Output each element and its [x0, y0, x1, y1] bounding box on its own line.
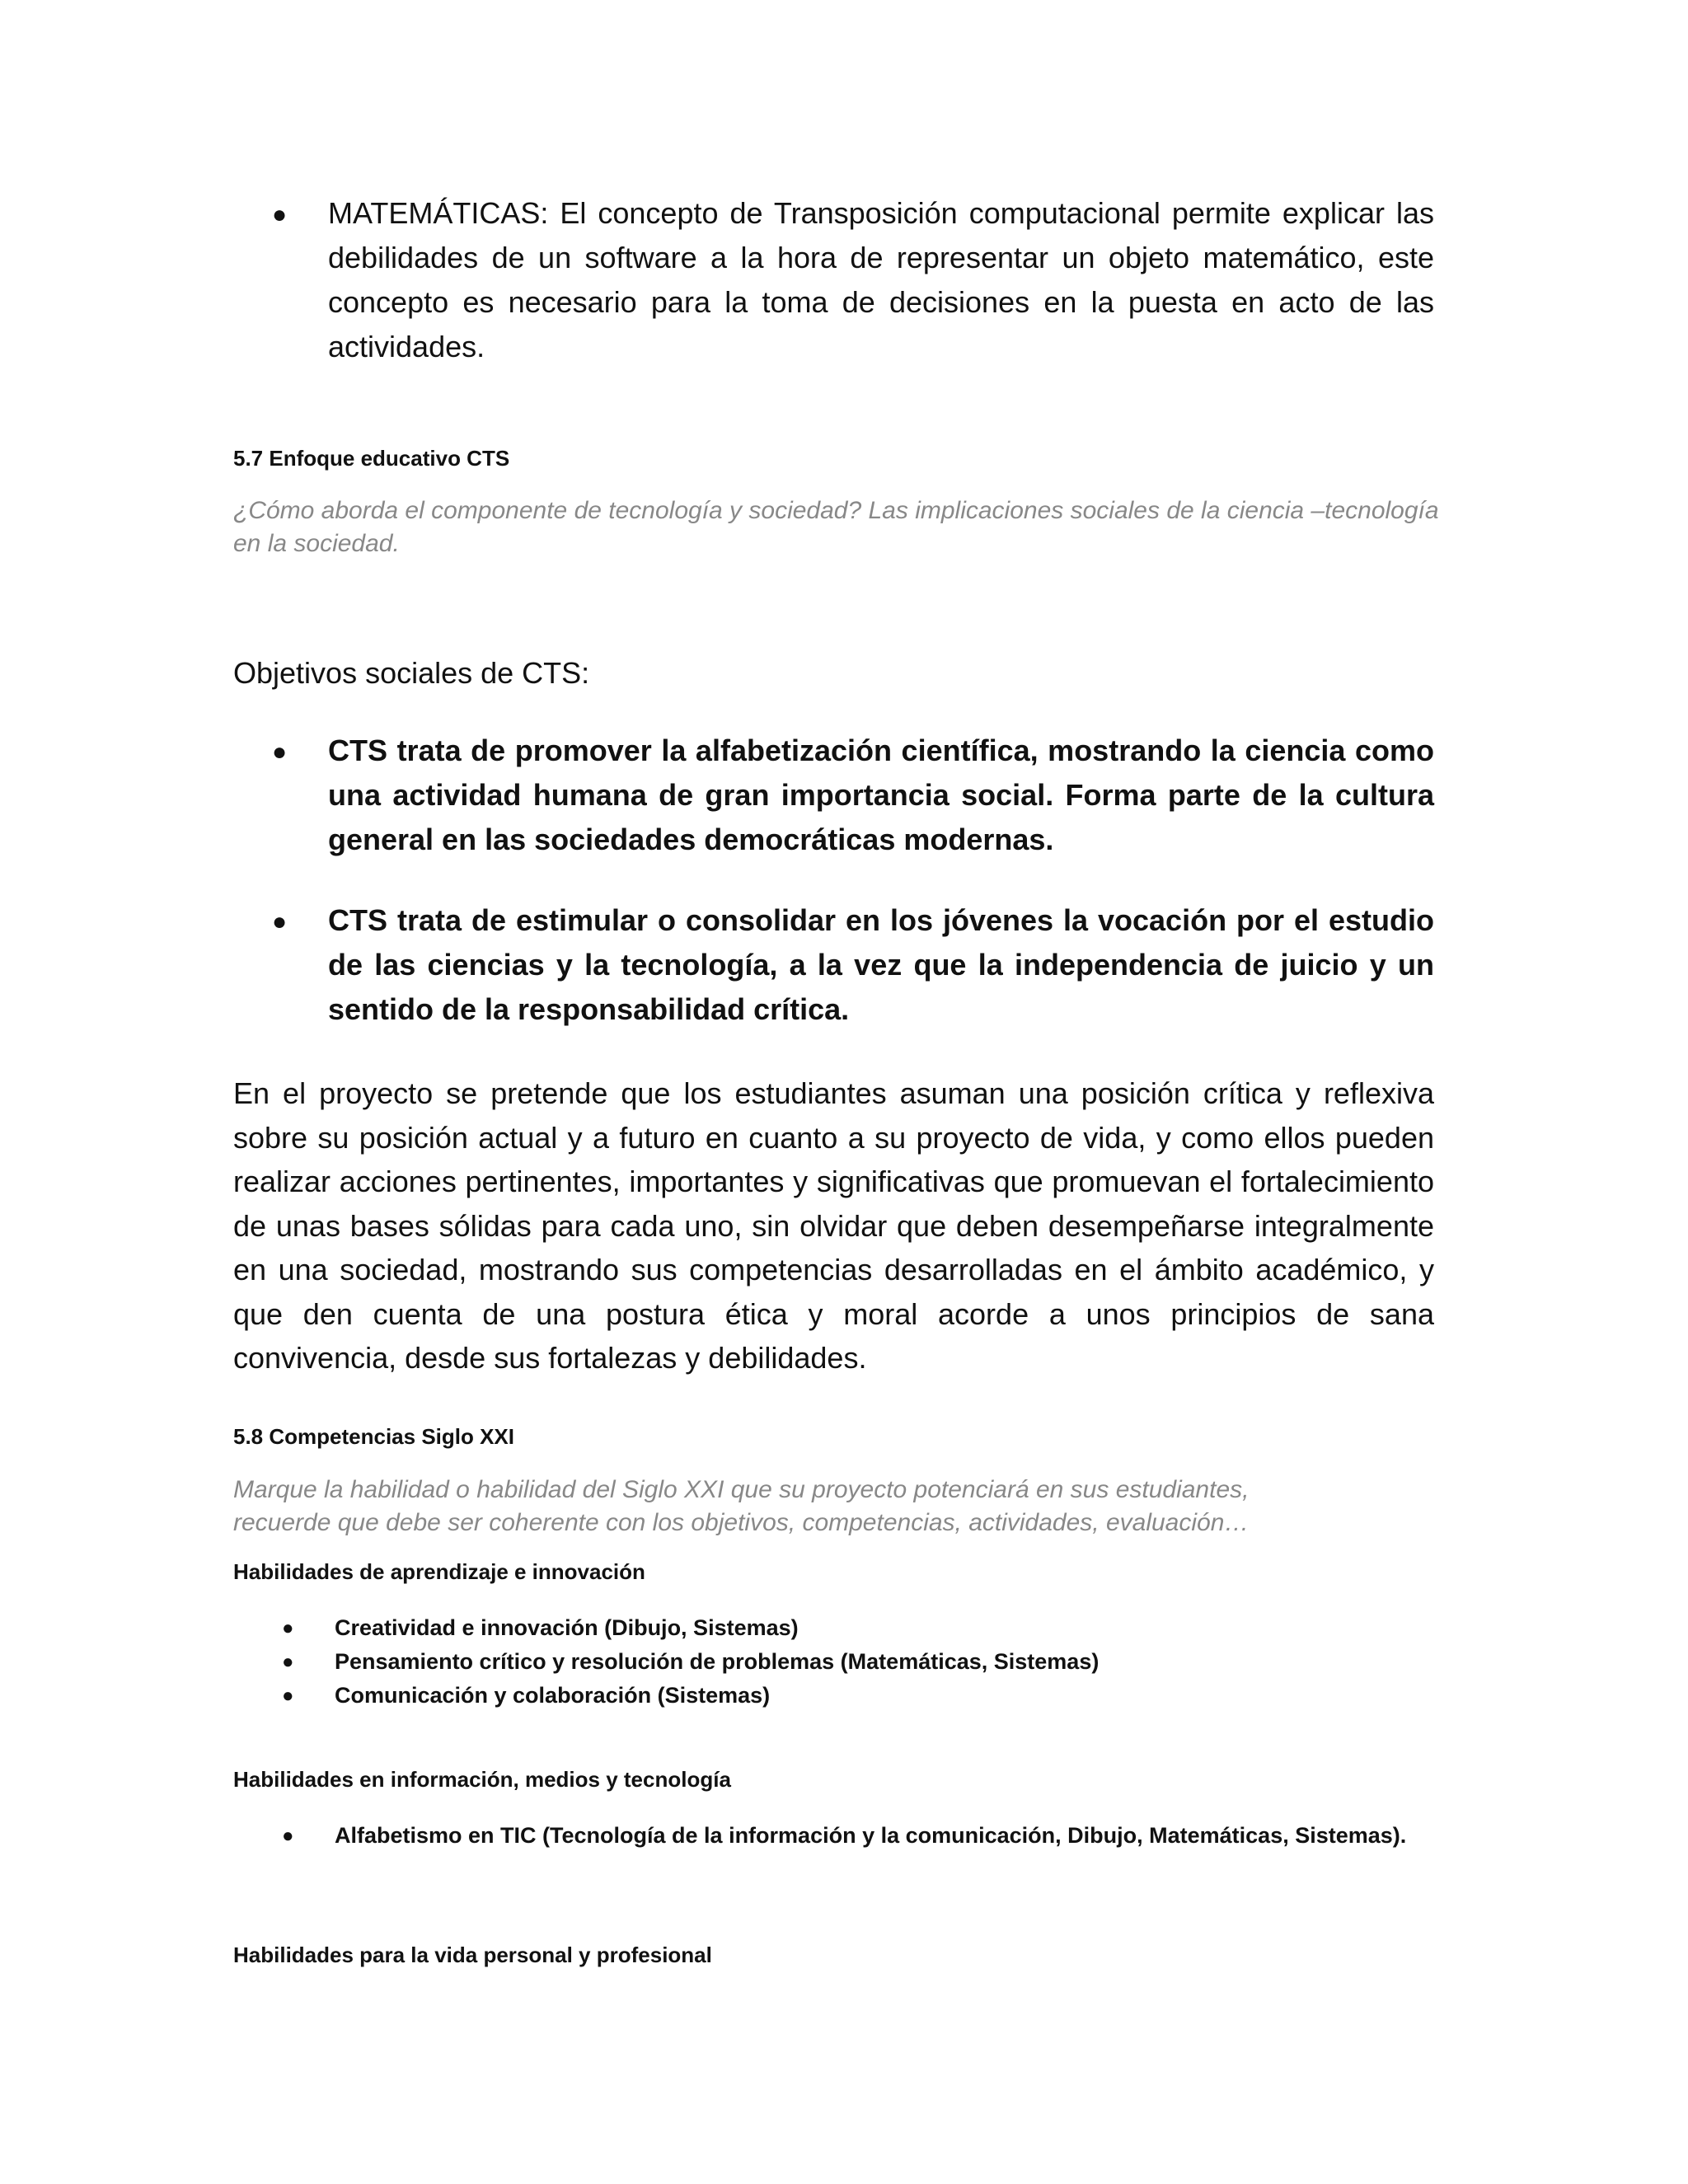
list-item-text: Creatividad e innovación (Dibujo, Sistemas): [335, 1615, 799, 1640]
bullet-icon: ●: [272, 201, 288, 228]
project-paragraph: En el proyecto se pretende que los estudiantes asuman una posición crítica y reflexiva sobre su posición actual y a futuro en cuanto a su proyecto de vida, y como ellos pueden realizar acciones pertinentes, importantes y significativas que promuevan el fortalecimiento de unas bases sólidas para cada uno, sin olvidar que deben desempeñarse integralmente en una sociedad, mostrando sus competencias desarrolladas en el ámbito académico, y que den cuenta de una postura ética y moral acorde a unos principios de sana convivencia, desde sus fortalezas y debilidades.: [233, 1076, 1434, 1375]
cts-bullet-2-text: CTS trata de estimular o consolidar en los jóvenes la vocación por el estudio de las ciencias y la tecnología, a la vez que la independencia de juicio y un sentido de la responsabilidad crítica.: [328, 903, 1434, 1026]
skills-group-2-list: [282, 1819, 1442, 1853]
list-item-text: Comunicación y colaboración (Sistemas): [335, 1683, 771, 1708]
bullet-icon: ●: [272, 738, 288, 766]
bullet-icon: ●: [282, 1617, 294, 1639]
objectives-label: Objetivos sociales de CTS:: [233, 656, 590, 690]
skills-group-3-title: Habilidades para la vida personal y profesional: [233, 1943, 712, 1967]
cts-bullet-1-text: CTS trata de promover la alfabetización científica, mostrando la ciencia como una actividad humana de gran importancia social. Forma parte de la cultura general en las sociedades democráticas modernas.: [328, 733, 1434, 856]
prompt-line: Marque la habilidad o habilidad del Siglo XXI que su proyecto potenciará en sus estudiantes,: [233, 1476, 1250, 1503]
skills-group-2-title: Habilidades en información, medios y tecnología: [233, 1767, 731, 1792]
list-item: [282, 1679, 1442, 1713]
math-bullet-text: MATEMÁTICAS: El concepto de Transposición computacional permite explicar las debilidades de un software a la hora de representar un objeto matemático, este concepto es necesario para la toma de decisiones en la puesta en acto de las actividades.: [328, 196, 1434, 363]
prompt-line: recuerde que debe ser coherente con los objetivos, competencias, actividades, evaluación…: [233, 1509, 1250, 1536]
list-item: [282, 1645, 1442, 1679]
bullet-icon: ●: [272, 908, 288, 935]
skills-group-1-list: [282, 1611, 1442, 1713]
bullet-icon: ●: [282, 1825, 294, 1847]
bullet-icon: ●: [282, 1685, 294, 1707]
skills-group-1-title: Habilidades de aprendizaje e innovación: [233, 1559, 645, 1584]
list-item-text: Alfabetismo en TIC (Tecnología de la información y la comunicación, Dibujo, Matemáticas, Sistemas).: [335, 1823, 1407, 1848]
list-item-text: Pensamiento crítico y resolución de problemas (Matemáticas, Sistemas): [335, 1649, 1100, 1674]
bullet-icon: ●: [282, 1651, 294, 1673]
section-heading-5-8: 5.8 Competencias Siglo XXI: [233, 1424, 514, 1449]
list-item: [282, 1819, 1442, 1853]
list-item: [282, 1611, 1442, 1645]
section-heading-5-7: 5.7 Enfoque educativo CTS: [233, 446, 510, 471]
section-prompt-5-7: ¿Cómo aborda el componente de tecnología y sociedad? Las implicaciones sociales de la ciencia –tecnología en la sociedad.: [233, 497, 1439, 557]
section-prompt-5-8: [233, 1474, 1445, 1540]
